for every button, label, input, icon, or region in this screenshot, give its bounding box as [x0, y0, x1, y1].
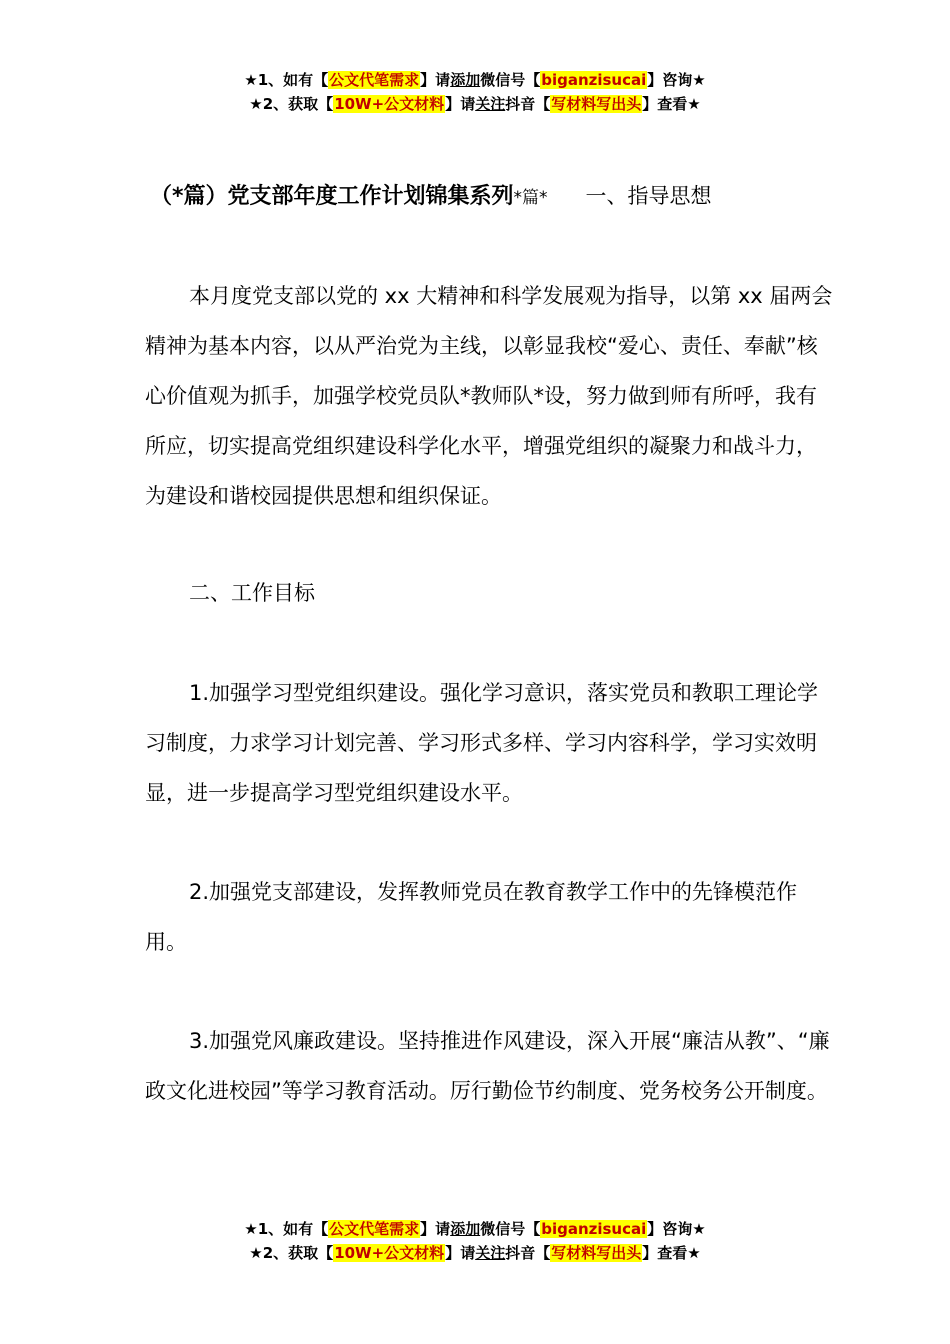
banner-line-1: [0, 1217, 950, 1241]
list-item-1: 1.加强学习型党组织建设。强化学习意识，落实党员和教职工理论学习制度，力求学习计划完善、学习形式多样、学习内容科学，学习实效明显，进一步提高学习型党组织建设水平。: [145, 681, 819, 805]
highlight-text: 10W+公文材料: [334, 95, 445, 113]
title-suffix: *篇*: [513, 188, 548, 208]
banner-text: 】查看★: [642, 95, 701, 113]
banner-text: 】咨询★: [647, 1220, 706, 1238]
list-item-2: 2.加强党支部建设，发挥教师党员在教育教学工作中的先锋模范作用。: [145, 880, 798, 954]
banner-text: 】查看★: [642, 1244, 701, 1262]
banner-text: 微信号【: [480, 71, 541, 89]
underlined-text: 关注: [475, 1244, 506, 1262]
banner-text: ★1、如有【: [244, 1220, 329, 1238]
banner-line-2: [0, 92, 950, 116]
banner-text: 】请: [420, 71, 451, 89]
paragraph-guiding-thought: 本月度党支部以党的 xx 大精神和科学发展观为指导，以第 xx 届两会精神为基本内容，以从严治党为主线，以彰显我校“爱心、责任、奉献”核心价值观为抓手，加强学校党员队*教师队*设，努力做到师有所呼，我有所应，切实提高党组织建设科学化水平，增强党组织的凝聚力和战斗力，为建设和谐校园提供思想和组织保证。: [145, 284, 833, 508]
underlined-text: 关注: [475, 95, 506, 113]
highlight-text: 写材料写出头: [551, 1244, 642, 1262]
banner-line-1: [0, 68, 950, 92]
banner-text: ★1、如有【: [244, 71, 329, 89]
banner-text: 】咨询★: [647, 71, 706, 89]
banner-text: 】请: [445, 95, 476, 113]
banner-text: 】请: [420, 1220, 451, 1238]
title-main: （*篇）党支部年度工作计划锦集系列: [150, 184, 514, 209]
highlight-text: biganzisucai: [541, 71, 647, 89]
document-title: [150, 176, 712, 218]
section-heading-2: 二、工作目标: [189, 581, 315, 605]
underlined-text: 添加: [450, 1220, 481, 1238]
banner-text: 】请: [445, 1244, 476, 1262]
banner-text: 抖音【: [505, 95, 551, 113]
banner-text: 微信号【: [480, 1220, 541, 1238]
banner-text: ★2、获取【: [249, 95, 334, 113]
highlight-text: 公文代笔需求: [329, 71, 420, 89]
highlight-text: 写材料写出头: [551, 95, 642, 113]
underlined-text: 添加: [450, 71, 481, 89]
footer-banner: [0, 1217, 950, 1265]
header-banner: [0, 68, 950, 116]
list-item-3: 3.加强党风廉政建设。坚持推进作风建设，深入开展“廉洁从教”、“廉政文化进校园”等学习教育活动。厉行勤俭节约制度、党务校务公开制度。: [145, 1029, 830, 1103]
banner-line-2: [0, 1241, 950, 1265]
highlight-text: 10W+公文材料: [334, 1244, 445, 1262]
highlight-text: biganzisucai: [541, 1220, 647, 1238]
section-heading-1: 一、指导思想: [585, 184, 712, 208]
highlight-text: 公文代笔需求: [329, 1220, 420, 1238]
banner-text: ★2、获取【: [249, 1244, 334, 1262]
banner-text: 抖音【: [505, 1244, 551, 1262]
